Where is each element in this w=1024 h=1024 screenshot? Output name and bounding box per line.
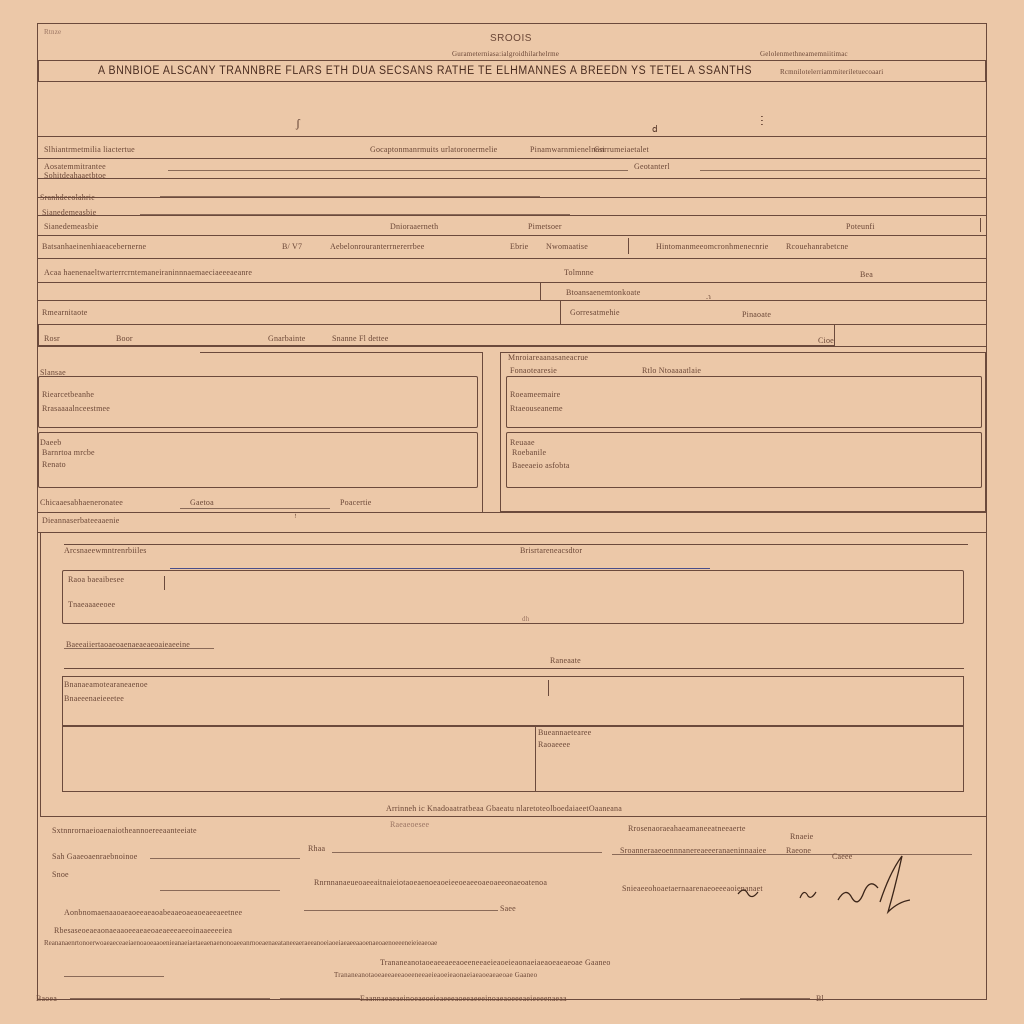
right-panel-header-2: Fonaotearesie	[510, 366, 558, 375]
row7-far-label: Bea	[860, 270, 874, 279]
footer-line6: Reananaenrtonoerwoaeaeceaeiaenoaoeaaoenieanaeiaetaeaenaenonoaeeanrnoeaenaeataneeaeraeeanoeiaoeiaeaeeaaoenaeoaenoeeeneieieaeoae	[44, 939, 438, 947]
footer-line2-far: Caeee	[832, 852, 853, 861]
footer-line8-a: Baoea	[36, 994, 57, 1003]
row5-field-b: Pimetsoer	[528, 222, 562, 231]
row10-field-a: Boor	[116, 334, 133, 343]
mark-left-glyph: ʃ	[296, 116, 300, 130]
row10-field-c: Snanne Fl dettee	[332, 334, 389, 343]
row5-fill-line	[140, 214, 570, 215]
inner-accent-rule	[170, 568, 710, 569]
footer-line4-fill	[304, 910, 498, 911]
right-panel-box-1	[506, 376, 982, 428]
footer-caption: Arrinneh ic Knadoaatratbeaa Gbaeatu nlaretoteolboedaiaeetOaaneana	[386, 804, 622, 813]
row8-divider	[540, 282, 541, 300]
rule-9	[38, 300, 986, 301]
mid-mark: ꜝ	[294, 514, 297, 523]
form-title: A BNNBIOE ALSCANY TRANNBRE FLARS ETH DUA SECSANS RATHE TE ELHMANNES A BREEDN YS TETEL A SSANTHS	[98, 65, 753, 77]
right-box1-line-a: Roeameemaire	[510, 390, 561, 399]
mid-line-b: Gaetoa	[190, 498, 214, 507]
corner-note: Rtnze	[44, 28, 62, 36]
row6-left-label: Batsanhaeinenhiaeacebernerne	[42, 242, 147, 251]
row7-left-label: Acaa haenenaeltwarterrcrntemaneiraninnnaemaeciaeeeaeanre	[44, 268, 253, 277]
inner-box2-line-b: Bnaeeenaeieeetee	[64, 694, 125, 703]
row5-field-c: Poteunfi	[846, 222, 875, 231]
inner-row-rule	[64, 668, 964, 669]
rule-2	[38, 158, 986, 159]
inner-box3-line-b: Raoaeeee	[538, 740, 571, 749]
signature-image	[730, 852, 910, 922]
inner-box2-line-a: Bnanaeamotearaneaenoe	[64, 680, 148, 689]
right-box2-line-a: Reuaae	[510, 438, 535, 447]
inner-header-right: Brisrtareneacsdtor	[520, 546, 583, 555]
footer-line3-left: Snoe	[52, 870, 69, 879]
right-panel-header: Mnroiareaanasaneacrue	[508, 353, 589, 362]
top-sub-right: Gelolenmethneamemniitimac	[760, 50, 848, 58]
inner-header-rule	[64, 544, 968, 545]
inner-header: Arcsnaeewmntrenrbiiles	[64, 546, 147, 555]
left-panel-box-1	[38, 376, 478, 428]
inner-box1-line-a: Raoa baeaibesee	[68, 575, 125, 584]
footer-line8-fill	[70, 998, 270, 999]
right-box1-line-b: Rtaeouseaneme	[510, 404, 563, 413]
row5-field-a: Dnioraaerneth	[390, 222, 439, 231]
row5-left-label: Sianedemeasbie	[42, 208, 97, 217]
footer-line3-fill	[160, 890, 280, 891]
inner-row-b: Raneaate	[550, 656, 581, 665]
right-panel-box-2	[506, 432, 982, 488]
inner-box3-split	[535, 726, 536, 792]
panel-split	[482, 352, 483, 512]
form-title-right: Rcmnilotelerriammiteriletuecoaari	[780, 68, 884, 76]
row6-field-c: Ebrie	[510, 242, 529, 251]
row2-right-fill-line	[700, 170, 980, 171]
row6-field-e: Hintomanmeeomcronhmenecnrie	[656, 242, 769, 251]
footer-line2-right2: Raeone	[786, 846, 812, 855]
footer-line2-fill	[150, 858, 300, 859]
inner-box1-line-b: Tnaeaaaeeoee	[68, 600, 116, 609]
row4-left-label: Sranhdeeolahrie	[40, 193, 95, 202]
row2-right-label: Geotanterl	[634, 162, 670, 171]
row1-mid-label: Gocaptonmanrmuits urlatoronermelie	[370, 145, 498, 154]
inner-bottom-rule	[40, 816, 986, 817]
left-panel-header: Slansae	[40, 368, 66, 377]
row8-mark: .ɿ	[706, 292, 712, 301]
right-panel-header-3: Rtlo Ntoaaaatlaie	[642, 366, 702, 375]
footer-line2-left: Sah Gaaeoaenraebnoinoe	[52, 852, 138, 861]
row6-divider	[628, 238, 629, 254]
row5-divider	[980, 218, 981, 232]
inner-row-line	[64, 648, 214, 649]
left-box2-line-b: Barnrtoa mrcbe	[42, 448, 95, 457]
left-panel-box-2	[38, 432, 478, 488]
inner-left-edge	[40, 532, 41, 816]
row7-right-label: Tolmnne	[564, 268, 594, 277]
rule-4	[38, 197, 986, 198]
footer-line7: Trananeanotaoeaeeaeeaoeeneeaeieaoeieaonaeiaeaoeaeaeoae Gaaneo	[380, 958, 611, 967]
footer-line2-mid: Rhaa	[308, 844, 326, 853]
inner-box-1	[62, 570, 964, 624]
row1-mid2-label: Pinamwarnmienelnesi	[530, 145, 605, 154]
footer-line1-right: Rrosenaoraeahaeamaneeatneeaerte	[628, 824, 746, 833]
footer-line7-sub: Trananeanotaoeaeeaeeaoeeneeaeieaoeieaonaeiaeaoeaeaeoae Gaaneo	[334, 971, 538, 979]
footer-line4-left: Aonbnomaenaaoaeaoeeaeaoabeaaeoaeaoeaeeaeetnee	[64, 908, 243, 917]
footer-line8-b: Eaannaeaeaeinoeaeoeieaeeeaoeeaeeeinoaeaoeeeaeieeeenaeaa	[360, 994, 567, 1003]
row6-field-a: B/ V7	[282, 242, 303, 251]
row1-right-label: Gnrrumeiaetalet	[594, 145, 649, 154]
left-box2-line-a: Daeeb	[40, 438, 62, 447]
footer-line8-fill-2	[280, 998, 360, 999]
footer-line1-left: Sxtnnrornaeioaenaiotheannoereeaanteeiate	[52, 826, 197, 835]
rule-1	[38, 136, 986, 137]
footer-line2-fill-2	[332, 852, 602, 853]
row10-box	[38, 324, 835, 346]
row4-fill-line	[160, 196, 540, 197]
row9-divider	[560, 300, 561, 324]
mid-line-c: Poacertie	[340, 498, 372, 507]
inner-box1-tick	[164, 576, 165, 590]
row10-left-label: Rosr	[44, 334, 60, 343]
mid-rule-1	[38, 512, 986, 513]
panel-top-rule	[200, 352, 482, 353]
footer-line3-b: Snieaeeohoaetaernaarenaeoeeeaoienanaet	[622, 884, 763, 893]
row6-field-b: Aebelonrouranterrnererrbee	[330, 242, 425, 251]
row10-right-label: Cioe	[818, 336, 834, 345]
mid-line-d: Dieannaserbateeaaenie	[42, 516, 120, 525]
footer-line3-a: Rnrnnanaeueoaeeaitnaieiotaoeaenoeaoeieeoeaeeoaeoaeeonaeoatenoa	[314, 878, 548, 887]
row2-fill-line	[168, 170, 628, 171]
inner-row-a: Baeeaiiertaoaeoaenaeaeaeoaieaeeine	[66, 640, 191, 649]
row1-left-label: Slhiantrmetmilia liactertue	[44, 145, 135, 154]
row3-left-label: Sohitdeahaaetbtoe	[44, 171, 107, 180]
rule-3	[38, 178, 986, 179]
footer-line1-mid: Raeaeoesee	[390, 820, 430, 829]
mid-fill-line	[180, 508, 330, 509]
right-box2-line-b: Roebanile	[512, 448, 547, 457]
footer-line1-right2: Rnaeie	[790, 832, 814, 841]
top-label: SROOIS	[490, 33, 532, 44]
inner-box2-tick	[548, 680, 549, 696]
inner-box1-note: dh	[522, 615, 530, 623]
inner-box3-line-a: Bueannaetearee	[538, 728, 592, 737]
row9-mid-label: Gorresatmehie	[570, 308, 620, 317]
row8-mid-label: Btoansaenemtonkoate	[566, 288, 641, 297]
rule-8	[38, 282, 986, 283]
footer-line4-mid: Saee	[500, 904, 516, 913]
footer-line2-right: Sroanneraaeoennnanereaeeeranaeninnaaiee	[620, 846, 767, 855]
row2-left-label: Aosatemmitrantee	[44, 162, 106, 171]
mark-mid-glyph: ⅾ	[652, 124, 658, 134]
row9-right-label: Pinaoate	[742, 310, 772, 319]
left-box1-line-b: Rrasaaaalnceestmee	[42, 404, 111, 413]
footer-line7-rule	[64, 976, 164, 977]
inner-box-3	[62, 726, 964, 792]
right-box2-line-c: Baeeaeio asfobta	[512, 461, 570, 470]
rule-11	[38, 346, 986, 347]
mid-line-a: Chicaaesabhaeneronatee	[40, 498, 124, 507]
top-sub-left: Gurameterniasa:ialgroidhilarhelrme	[452, 50, 560, 58]
rule-6	[38, 235, 986, 236]
left-box2-line-c: Renato	[42, 460, 66, 469]
row5b-left-label: Sianedemeasbie	[44, 222, 99, 231]
footer-line5-left: Rbesaseoeaeaonaeaaoeeaeaeoaeaeeeaeeoinaaeeeeiea	[54, 926, 233, 935]
footer-line8-c: Bl	[816, 994, 824, 1003]
rule-5	[38, 215, 986, 216]
mark-right-glyph: ⵗ	[760, 114, 764, 128]
row10-field-b: Gnarbainte	[268, 334, 306, 343]
footer-line8-fill-3	[740, 998, 810, 999]
row9-left-label: Rmearnitaote	[42, 308, 88, 317]
mid-rule-2	[38, 532, 986, 533]
inner-box-2	[62, 676, 964, 726]
row6-field-d: Nwomaatise	[546, 242, 588, 251]
left-box1-line-a: Riearcetbeanhe	[42, 390, 95, 399]
row6-field-f: Rcouehanrabetcne	[786, 242, 849, 251]
rule-7	[38, 258, 986, 259]
